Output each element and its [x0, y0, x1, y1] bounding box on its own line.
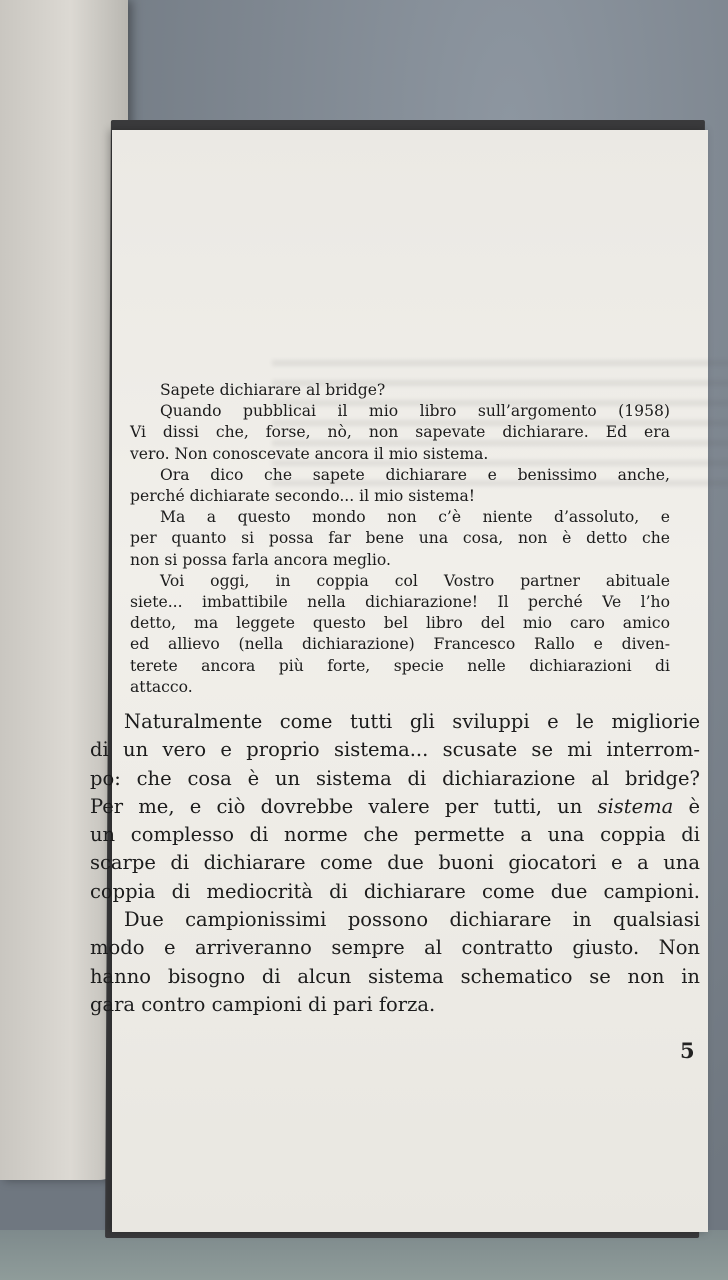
page-number: 5: [680, 1038, 695, 1063]
text-line: gara contro campioni di pari forza.: [90, 992, 436, 1016]
text-line: coppia di mediocrità di dichiarare come due campioni.: [90, 879, 700, 903]
text-line: terete ancora più forte, specie nelle dichiarazioni di: [130, 656, 670, 675]
text-line: Ma a questo mondo non c’è niente d’assoluto, e: [160, 508, 670, 527]
text-line: hanno bisogno di alcun sistema schematico se non in: [90, 964, 700, 988]
text-line: Quando pubblicai il mio libro sull’argomento (1958): [160, 402, 670, 421]
text-line: attacco.: [130, 677, 193, 696]
text-line: scarpe di dichiarare come due buoni giocatori e a una: [90, 851, 700, 875]
text-line: [90, 793, 700, 821]
text-line: ed allievo (nella dichiarazione) Francesco Rallo e diven-: [130, 635, 670, 654]
text-line: vero. Non conoscevate ancora il mio sistema.: [130, 444, 489, 463]
body-paragraphs: [90, 708, 700, 1019]
text-line: po: che cosa è un sistema di dichiarazione al bridge?: [90, 766, 700, 790]
text-fragment: Per me, e ciò dovrebbe valere per tutti, un: [90, 794, 583, 818]
intro-paragraphs: [130, 380, 670, 698]
text-line: siete... imbattibile nella dichiarazione! Il perché Ve l’ho: [130, 593, 670, 612]
text-line: non si possa farla ancora meglio.: [130, 550, 391, 569]
text-line: Ora dico che sapete dichiarare e benissimo anche,: [160, 465, 670, 484]
text-line: Naturalmente come tutti gli sviluppi e le migliorie: [124, 710, 700, 733]
emphasis-word: sistema: [597, 794, 674, 818]
text-line: un complesso di norme che permette a una coppia di: [90, 823, 700, 847]
text-fragment: è: [688, 794, 701, 818]
text-line: detto, ma leggete questo bel libro del mio caro amico: [130, 614, 670, 633]
text-line: Vi dissi che, forse, nò, non sapevate dichiarare. Ed era: [130, 423, 670, 442]
text-line: modo e arriveranno sempre al contratto giusto. Non: [90, 936, 700, 960]
text-line: per quanto si possa far bene una cosa, non è detto che: [130, 529, 670, 548]
text-line: di un vero e proprio sistema... scusate se mi interrom-: [90, 738, 700, 762]
text-line: perché dichiarate secondo... il mio sistema!: [130, 487, 476, 506]
text-line: Voi oggi, in coppia col Vostro partner abituale: [160, 571, 670, 590]
text-line: Due campionissimi possono dichiarare in qualsiasi: [124, 908, 700, 932]
text-line: Sapete dichiarare al bridge?: [160, 381, 386, 399]
